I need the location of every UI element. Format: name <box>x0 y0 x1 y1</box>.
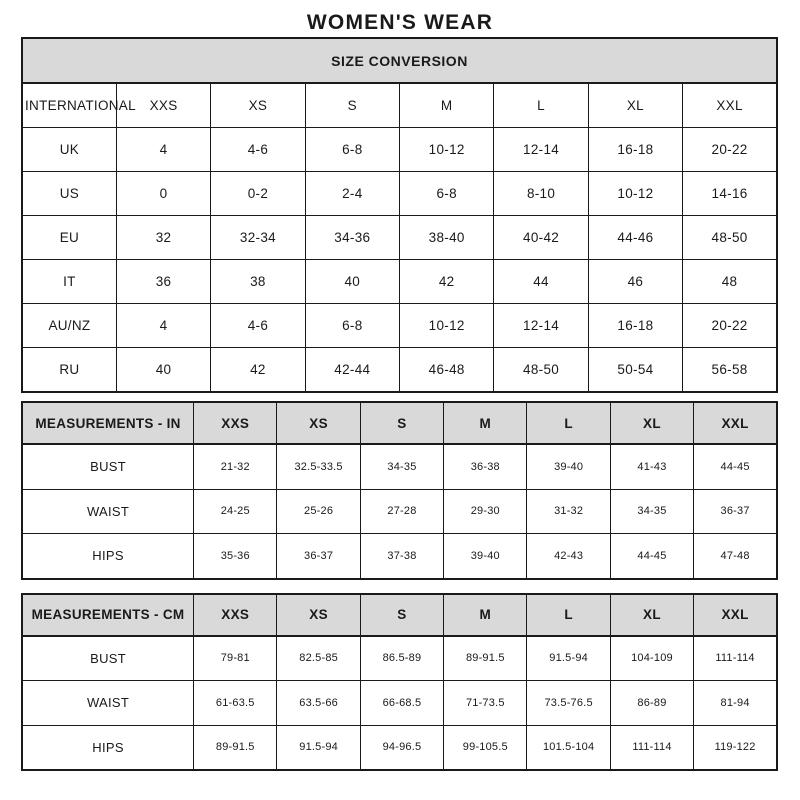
table-row <box>22 260 777 304</box>
table-cell: 4-6 <box>211 304 305 348</box>
table-cell: 16-18 <box>588 128 682 172</box>
table-cell: 79-81 <box>194 636 277 681</box>
table-cell: 46-48 <box>400 348 494 393</box>
column-header: S <box>305 83 399 128</box>
column-header: XL <box>610 402 693 444</box>
row-label: EU <box>22 216 116 260</box>
table-cell: 104-109 <box>610 636 693 681</box>
table-cell: 56-58 <box>683 348 777 393</box>
table-cell: 29-30 <box>444 489 527 534</box>
table-cell: 34-35 <box>360 444 443 489</box>
table-row <box>22 444 777 489</box>
table-cell: 36-37 <box>694 489 777 534</box>
row-label: AU/NZ <box>22 304 116 348</box>
table-cell: 44-45 <box>610 534 693 579</box>
row-label: RU <box>22 348 116 393</box>
table-cell: 36-37 <box>277 534 360 579</box>
table-cell: 32 <box>116 216 210 260</box>
table-cell: 38 <box>211 260 305 304</box>
table-cell: 42 <box>400 260 494 304</box>
table-cell: 66-68.5 <box>360 681 443 726</box>
table-cell: 27-28 <box>360 489 443 534</box>
table-cell: 16-18 <box>588 304 682 348</box>
table-row <box>22 304 777 348</box>
table-cell: 39-40 <box>527 444 610 489</box>
table-cell: 42-44 <box>305 348 399 393</box>
table-title-row <box>22 38 777 83</box>
table-cell: 119-122 <box>694 725 777 770</box>
table-cell: 89-91.5 <box>444 636 527 681</box>
table-cell: 0-2 <box>211 172 305 216</box>
column-header: XXS <box>194 402 277 444</box>
table-cell: 14-16 <box>683 172 777 216</box>
measurements-cm-section <box>21 593 778 772</box>
column-header: XS <box>211 83 305 128</box>
table-cell: 71-73.5 <box>444 681 527 726</box>
row-label: IT <box>22 260 116 304</box>
row-label: BUST <box>22 444 194 489</box>
table-cell: 44-46 <box>588 216 682 260</box>
table-cell: 48-50 <box>683 216 777 260</box>
table-cell: 44 <box>494 260 588 304</box>
column-header: XL <box>610 594 693 636</box>
table-cell: 6-8 <box>305 128 399 172</box>
column-header: XXS <box>116 83 210 128</box>
table-cell: 63.5-66 <box>277 681 360 726</box>
header-row <box>22 83 777 128</box>
table-cell: 42 <box>211 348 305 393</box>
corner-header: MEASUREMENTS - IN <box>22 402 194 444</box>
column-header: S <box>360 402 443 444</box>
table-cell: 48-50 <box>494 348 588 393</box>
table-cell: 40-42 <box>494 216 588 260</box>
table-cell: 38-40 <box>400 216 494 260</box>
page-title: WOMEN'S WEAR <box>306 11 494 34</box>
table-cell: 20-22 <box>683 128 777 172</box>
table-cell: 39-40 <box>444 534 527 579</box>
table-cell: 24-25 <box>194 489 277 534</box>
column-header: L <box>494 83 588 128</box>
row-label: BUST <box>22 636 194 681</box>
corner-header: INTERNATIONAL <box>22 83 116 128</box>
table-cell: 32.5-33.5 <box>277 444 360 489</box>
measurements-cm-table <box>21 593 778 772</box>
table-cell: 32-34 <box>211 216 305 260</box>
column-header: L <box>527 594 610 636</box>
table-row <box>22 534 777 579</box>
table-row <box>22 172 777 216</box>
table-cell: 10-12 <box>400 304 494 348</box>
table-cell: 6-8 <box>305 304 399 348</box>
table-cell: 31-32 <box>527 489 610 534</box>
table-row <box>22 128 777 172</box>
column-header: XXL <box>694 402 777 444</box>
table-cell: 61-63.5 <box>194 681 277 726</box>
table-cell: 48 <box>683 260 777 304</box>
table-title: SIZE CONVERSION <box>22 38 777 83</box>
table-cell: 111-114 <box>610 725 693 770</box>
table-cell: 94-96.5 <box>360 725 443 770</box>
column-header: XXL <box>694 594 777 636</box>
measurements-in-table <box>21 401 778 580</box>
column-header: XL <box>588 83 682 128</box>
table-row <box>22 681 777 726</box>
table-cell: 44-45 <box>694 444 777 489</box>
table-cell: 34-36 <box>305 216 399 260</box>
table-cell: 10-12 <box>588 172 682 216</box>
row-label: US <box>22 172 116 216</box>
column-header: L <box>527 402 610 444</box>
corner-header: MEASUREMENTS - CM <box>22 594 194 636</box>
row-label: WAIST <box>22 489 194 534</box>
column-header: M <box>444 594 527 636</box>
row-label: UK <box>22 128 116 172</box>
table-cell: 21-32 <box>194 444 277 489</box>
table-cell: 81-94 <box>694 681 777 726</box>
header-row <box>22 594 777 636</box>
table-cell: 4 <box>116 128 210 172</box>
table-row <box>22 489 777 534</box>
column-header: M <box>400 83 494 128</box>
table-cell: 73.5-76.5 <box>527 681 610 726</box>
table-cell: 50-54 <box>588 348 682 393</box>
table-cell: 40 <box>305 260 399 304</box>
table-cell: 2-4 <box>305 172 399 216</box>
table-cell: 42-43 <box>527 534 610 579</box>
table-cell: 12-14 <box>494 128 588 172</box>
size-conversion-section <box>21 37 778 393</box>
table-cell: 6-8 <box>400 172 494 216</box>
size-conversion-table <box>21 37 778 393</box>
table-cell: 36-38 <box>444 444 527 489</box>
table-cell: 101.5-104 <box>527 725 610 770</box>
measurements-in-section <box>21 401 778 580</box>
table-cell: 10-12 <box>400 128 494 172</box>
tables-container <box>21 37 778 771</box>
table-cell: 4 <box>116 304 210 348</box>
table-cell: 82.5-85 <box>277 636 360 681</box>
table-cell: 37-38 <box>360 534 443 579</box>
table-cell: 86.5-89 <box>360 636 443 681</box>
column-header: S <box>360 594 443 636</box>
table-cell: 12-14 <box>494 304 588 348</box>
table-row <box>22 636 777 681</box>
table-cell: 86-89 <box>610 681 693 726</box>
row-label: HIPS <box>22 534 194 579</box>
table-cell: 4-6 <box>211 128 305 172</box>
table-cell: 8-10 <box>494 172 588 216</box>
table-row <box>22 348 777 393</box>
table-cell: 47-48 <box>694 534 777 579</box>
column-header: XXS <box>194 594 277 636</box>
row-label: WAIST <box>22 681 194 726</box>
table-cell: 20-22 <box>683 304 777 348</box>
table-cell: 46 <box>588 260 682 304</box>
row-label: HIPS <box>22 725 194 770</box>
table-cell: 111-114 <box>694 636 777 681</box>
table-cell: 0 <box>116 172 210 216</box>
table-cell: 91.5-94 <box>277 725 360 770</box>
column-header: XS <box>277 594 360 636</box>
table-row <box>22 725 777 770</box>
table-row <box>22 216 777 260</box>
column-header: M <box>444 402 527 444</box>
table-cell: 89-91.5 <box>194 725 277 770</box>
table-cell: 36 <box>116 260 210 304</box>
header-row <box>22 402 777 444</box>
table-cell: 41-43 <box>610 444 693 489</box>
table-cell: 99-105.5 <box>444 725 527 770</box>
table-cell: 34-35 <box>610 489 693 534</box>
table-cell: 35-36 <box>194 534 277 579</box>
table-cell: 40 <box>116 348 210 393</box>
column-header: XXL <box>683 83 777 128</box>
table-cell: 25-26 <box>277 489 360 534</box>
column-header: XS <box>277 402 360 444</box>
table-cell: 91.5-94 <box>527 636 610 681</box>
